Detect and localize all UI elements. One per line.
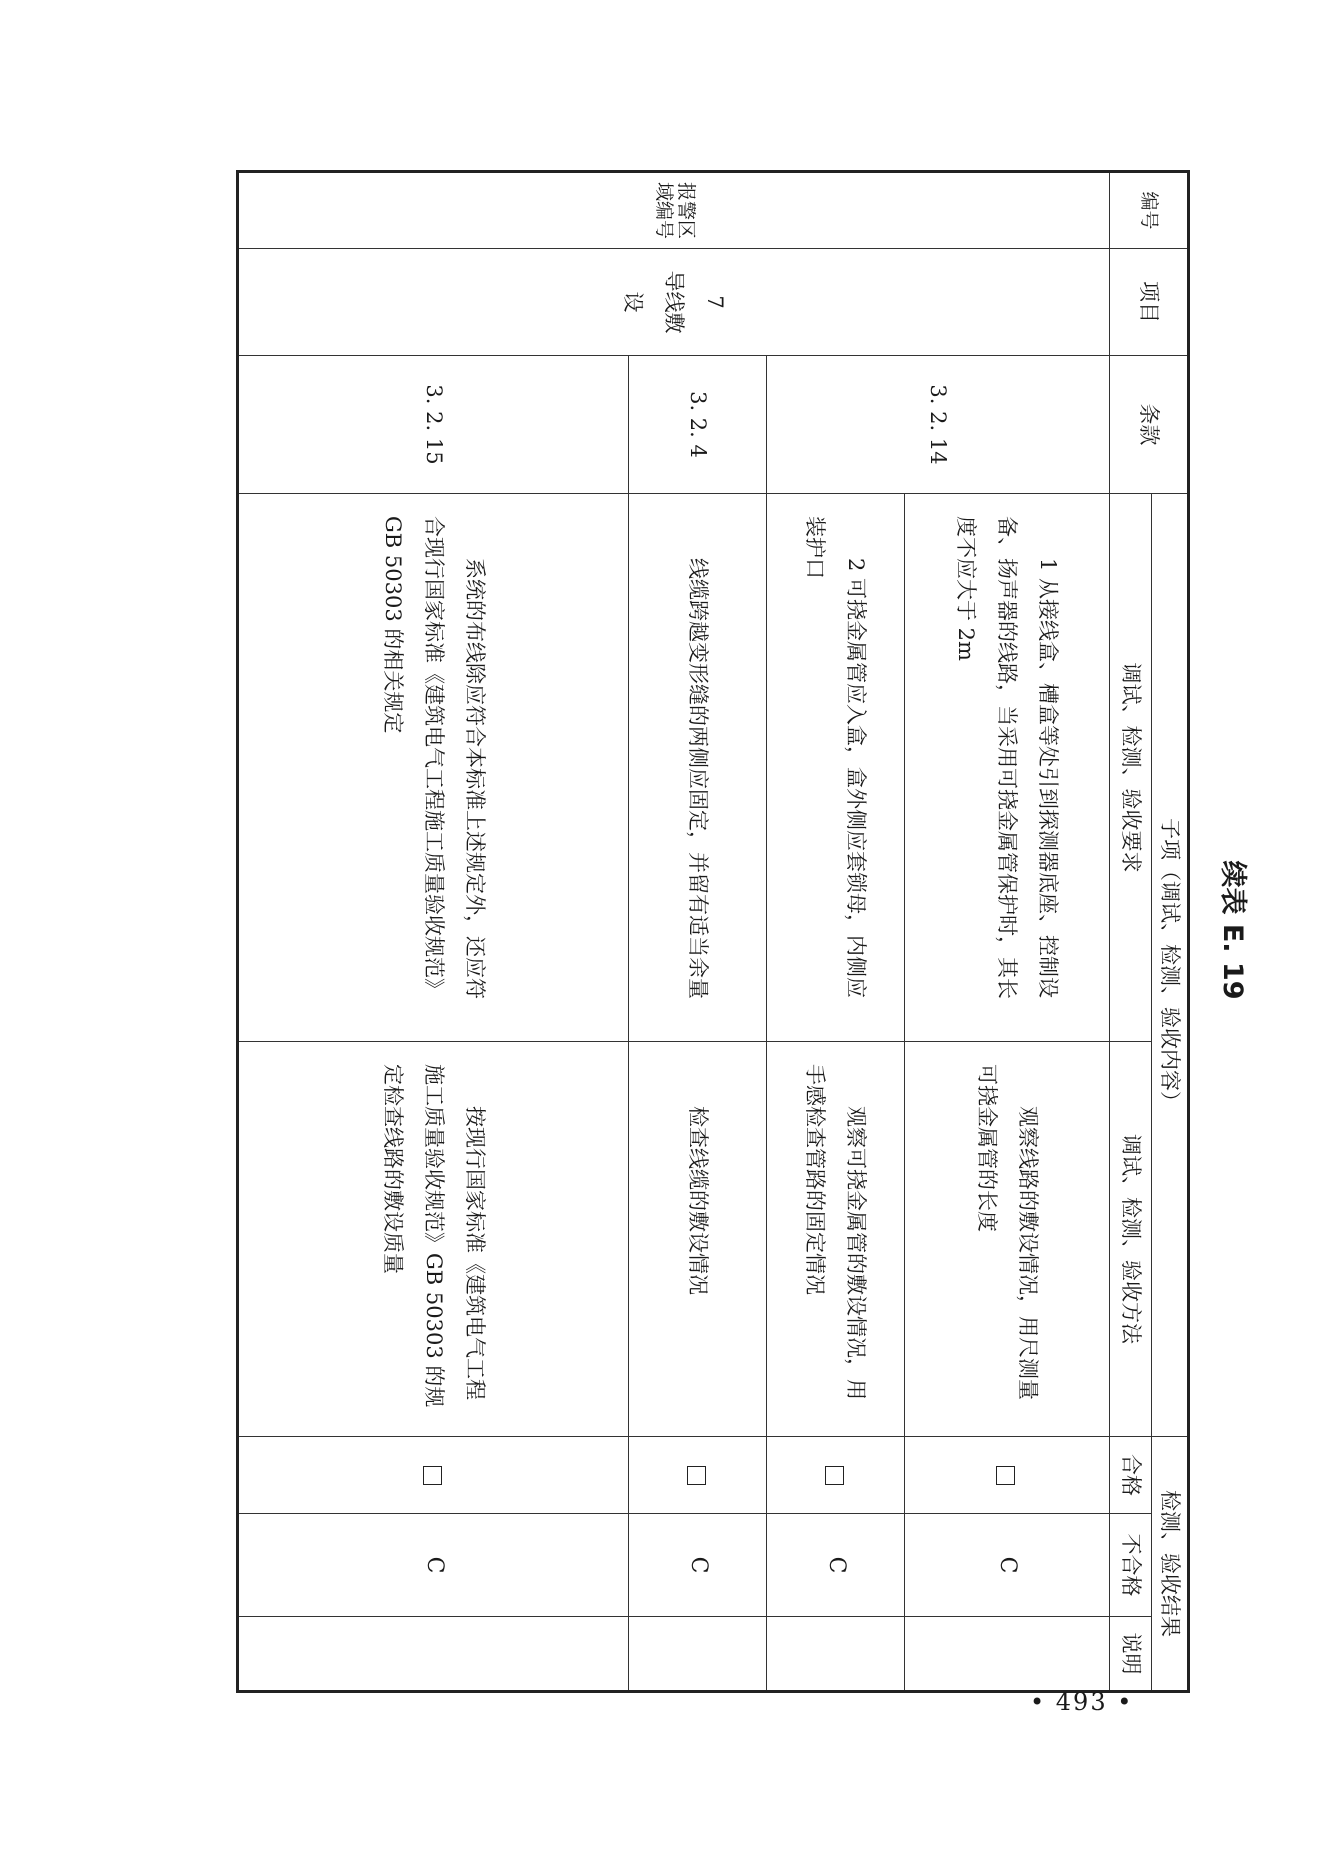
requirement-cell: 1 从接线盒、槽盒等处引到探测器底座、控制设备、扬声器的线路，当采用可挠金属管保护时，其长度不应大于 2m: [904, 494, 1109, 1042]
inspection-table: [236, 170, 1190, 1693]
header-note: 说明: [1109, 1617, 1151, 1692]
note-cell[interactable]: [628, 1617, 766, 1692]
method-cell: 按现行国家标准《建筑电气工程施工质量验收规范》GB 50303 的规定检查线路的敷设质量: [237, 1042, 628, 1437]
page-number: • 493 •: [1030, 1688, 1134, 1716]
clause-cell: 3. 2. 14: [766, 356, 1109, 494]
pass-checkbox[interactable]: [423, 1466, 442, 1485]
requirement-cell: 2 可挠金属管应入盒，盒外侧应套锁母，内侧应装护口: [766, 494, 904, 1042]
header-subitem: 子项（调试、检测、验收内容）: [1151, 494, 1188, 1437]
table-row: [237, 172, 628, 1692]
table-title: 续表 E. 19: [1217, 860, 1248, 1000]
fail-cell: [237, 1514, 628, 1617]
header-fail: 不合格: [1109, 1514, 1151, 1617]
header-requirements: 调试、检测、验收要求: [1109, 494, 1151, 1042]
zone-number: 报警区域编号: [237, 172, 1109, 249]
method-cell: 检查线缆的敷设情况: [628, 1042, 766, 1437]
item-name: 导线敷设: [621, 270, 687, 334]
method-cell: 观察线路的敷设情况，用尺测量可挠金属管的长度: [904, 1042, 1109, 1437]
rotated-page: [240, 170, 1248, 1690]
header-number: 编号: [1109, 172, 1188, 249]
header-clause: 条款: [1109, 356, 1188, 494]
pass-cell: [766, 1437, 904, 1514]
pass-checkbox[interactable]: [825, 1466, 844, 1485]
header-pass: 合格: [1109, 1437, 1151, 1514]
header-item: 项目: [1109, 249, 1188, 356]
clause-cell: 3. 2. 4: [628, 356, 766, 494]
fail-cell: [766, 1514, 904, 1617]
pass-checkbox[interactable]: [687, 1466, 706, 1485]
item-number: 7: [703, 295, 728, 309]
note-cell[interactable]: [766, 1617, 904, 1692]
header-method: 调试、检测、验收方法: [1109, 1042, 1151, 1437]
fail-checkbox[interactable]: C: [685, 1556, 711, 1574]
note-cell[interactable]: [237, 1617, 628, 1692]
table-row: [904, 172, 1109, 1692]
item-cell: [237, 249, 1109, 356]
fail-checkbox[interactable]: C: [823, 1556, 849, 1574]
pass-cell: [237, 1437, 628, 1514]
fail-cell: [628, 1514, 766, 1617]
fail-cell: [904, 1514, 1109, 1617]
fail-checkbox[interactable]: C: [995, 1556, 1021, 1574]
requirement-cell: 系统的布线除应符合本标准上述规定外，还应符合现行国家标准《建筑电气工程施工质量验收规范》GB 50303 的相关规定: [237, 494, 628, 1042]
pass-cell: [904, 1437, 1109, 1514]
table-row: [628, 172, 766, 1692]
method-cell: 观察可挠金属管的敷设情况，用手感检查管路的固定情况: [766, 1042, 904, 1437]
note-cell[interactable]: [904, 1617, 1109, 1692]
pass-checkbox[interactable]: [996, 1466, 1015, 1485]
pass-cell: [628, 1437, 766, 1514]
requirement-cell: 线缆跨越变形缝的两侧应固定，并留有适当余量: [628, 494, 766, 1042]
header-result: 检测、验收结果: [1151, 1437, 1188, 1692]
clause-cell: 3. 2. 15: [237, 356, 628, 494]
fail-checkbox[interactable]: C: [421, 1556, 447, 1574]
